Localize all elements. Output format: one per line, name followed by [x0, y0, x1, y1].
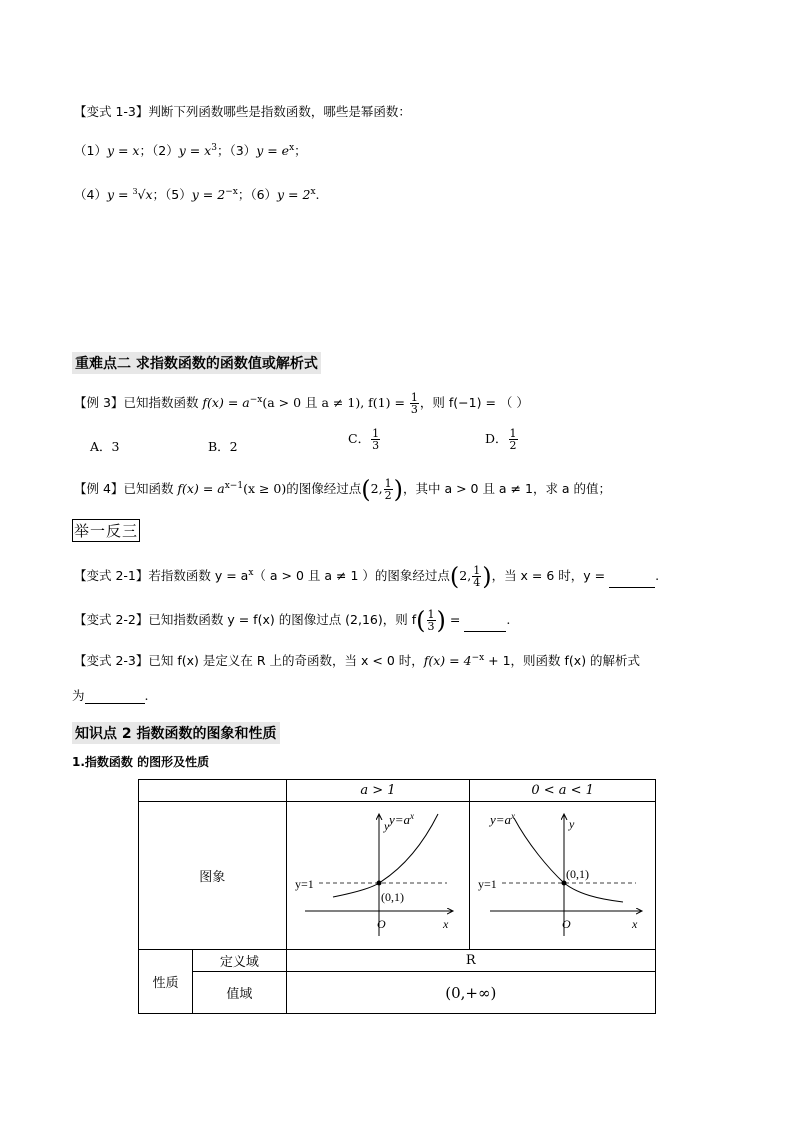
header-a-lt-1: [470, 780, 656, 802]
graph-a-lt-1-cell: [470, 802, 656, 950]
graph-a-gt-1-cell: [286, 802, 470, 950]
variant-2-3-line2: [72, 688, 149, 704]
item-2-exp: 3: [211, 143, 217, 153]
variant-2-1-text: 若指数函数 y = a: [148, 568, 249, 584]
denominator: 4: [473, 576, 481, 590]
table-header-row: [139, 780, 656, 802]
denominator: 3: [410, 403, 418, 417]
range-row: [139, 972, 656, 1014]
line-label: y=1: [477, 876, 497, 891]
point-label: (0,1): [565, 866, 589, 881]
example-4: [74, 475, 612, 504]
option-c-fraction: [371, 428, 380, 451]
graph-row: [139, 802, 656, 950]
example-3: [74, 392, 529, 415]
variant-2-1-cond: （ a > 0 且 a ≠ 1 ）的图象经过点: [253, 568, 450, 584]
numerator: 1: [427, 608, 435, 621]
item-3-index: ；（3）: [216, 143, 257, 159]
variant-2-3: [74, 650, 640, 669]
equals: =: [445, 612, 465, 627]
practice-heading: 举一反三: [72, 519, 140, 542]
graph-a-lt-1: [478, 804, 648, 944]
header-a-gt-1: [286, 780, 470, 802]
example-4-question: ，其中 a > 0 且 a ≠ 1，求 a 的值；: [402, 481, 612, 497]
variant-2-1: [74, 562, 660, 591]
item-3-sep: ；: [294, 143, 307, 159]
variant-2-2-fraction: [427, 609, 436, 632]
range-label: 值域: [193, 972, 286, 1014]
item-6-exp: x: [310, 187, 316, 197]
period: .: [655, 568, 660, 584]
period: .: [144, 688, 149, 703]
variant-2-3-text: 已知 f(x) 是定义在 R 上的奇函数，当 x < 0 时，: [148, 653, 424, 669]
y-axis-label: y: [568, 816, 574, 831]
period: .: [506, 612, 511, 627]
numerator: 1: [372, 427, 380, 440]
domain-value: R: [286, 950, 655, 972]
variant-2-2-label: 【变式 2-2】: [74, 612, 149, 627]
example-3-cond: (a > 0 且 a ≠ 1), f(1) =: [262, 395, 409, 411]
header-empty-cell: [139, 780, 287, 802]
graph-row-label: 图象: [139, 802, 287, 950]
item-4-root: √x: [137, 187, 153, 203]
numerator: 1: [473, 564, 481, 578]
variant-1-3-row1: [74, 140, 307, 159]
item-2-expr: y = x: [178, 143, 212, 159]
item-4-root-index: 3: [132, 187, 138, 196]
origin-label: O: [561, 916, 571, 931]
paren-close: ): [393, 475, 403, 504]
domain-label: 定义域: [193, 950, 286, 972]
properties-table: [138, 779, 656, 1014]
example-4-text: 已知函数: [123, 481, 178, 497]
example-3-exp: −x: [249, 395, 263, 405]
sub-heading: 1.指数函数 的图形及性质: [72, 755, 210, 769]
example-3-text: 已知指数函数: [123, 395, 203, 411]
example-4-exp: x−1: [224, 481, 244, 491]
variant-2-3-func: f(x) = 4: [423, 653, 472, 669]
example-4-text-b: 的图像经过点: [286, 481, 362, 497]
x-axis-label: x: [631, 916, 637, 931]
numerator: 1: [509, 427, 517, 440]
item-4-expr: y =: [106, 187, 133, 203]
answer-blank[interactable]: [609, 575, 655, 588]
denominator: 2: [509, 439, 517, 452]
item-1-index: （1）: [74, 143, 107, 159]
denominator: 3: [372, 439, 380, 452]
example-3-func: f(x) = a: [202, 395, 250, 411]
range-value: (0,+∞): [286, 972, 655, 1014]
example-3-label: 【例 3】: [74, 395, 124, 411]
option-d-letter: D．: [485, 431, 508, 446]
item-5-expr: y = 2: [191, 187, 226, 203]
curve-label: $y=a^x$: [489, 810, 515, 827]
option-c-letter: C．: [348, 431, 371, 446]
variant-2-2: [74, 606, 511, 635]
item-5-exp: −x: [225, 187, 238, 197]
option-d-fraction: [509, 428, 518, 451]
answer-blank[interactable]: [85, 691, 145, 704]
variant-2-2-text: 已知指数函数 y = f(x) 的图像过点 (2,16)，则 f: [148, 612, 417, 627]
y-axis-label: y: [383, 818, 390, 833]
paren-close: ): [436, 606, 446, 635]
example-4-cond: (x ≥ 0): [243, 481, 287, 497]
header-a-lt-1-text: 0 < a < 1: [531, 783, 594, 798]
example-3-question: ，则 f(−1) = （ ）: [419, 395, 529, 411]
item-1-expr: y = x: [106, 143, 140, 159]
paren-close: ): [482, 562, 492, 591]
variant-label: 【变式 1-3】: [74, 104, 149, 119]
variant-2-3-label: 【变式 2-3】: [74, 653, 149, 669]
point-0-1: [561, 880, 566, 885]
paren-open: (: [416, 606, 426, 635]
variant-2-1-fraction: [472, 565, 481, 588]
example-4-func: f(x) = a: [177, 481, 225, 497]
item-4-index: （4）: [74, 187, 107, 203]
props-label: 性质: [139, 950, 193, 1014]
header-a-gt-1-text: a > 1: [360, 783, 396, 798]
option-c[interactable]: [348, 428, 381, 451]
option-b[interactable]: B．2: [208, 439, 238, 454]
curve-label: $y=a^x$: [388, 810, 414, 827]
domain-row: [139, 950, 656, 972]
option-a[interactable]: A．3: [90, 439, 120, 454]
item-3-expr: y = e: [256, 143, 290, 159]
origin-label: O: [376, 916, 386, 931]
variant-2-1-question: ，当 x = 6 时，y =: [491, 568, 610, 584]
item-6-expr: y = 2: [277, 187, 311, 203]
variant-question: 判断下列函数哪些是指数函数，哪些是幂函数：: [148, 104, 411, 119]
section-heading-3: 知识点 2 指数函数的图象和性质: [72, 722, 280, 744]
example-4-point-x: 2,: [370, 481, 383, 497]
variant-1-3-title: [74, 104, 411, 120]
variant-1-3-row2: [74, 184, 320, 203]
example-4-label: 【例 4】: [74, 481, 124, 497]
item-2-index: ；（2）: [139, 143, 179, 159]
item-6-index: ；（6）: [237, 187, 278, 203]
denominator: 2: [384, 489, 392, 503]
variant-2-1-label: 【变式 2-1】: [74, 568, 149, 584]
paren-open: (: [449, 562, 460, 591]
variant-2-3-prefix: 为: [72, 688, 85, 703]
variant-2-1-point-x: 2,: [459, 568, 472, 584]
line-label: y=1: [294, 876, 314, 891]
variant-2-1-exp: x: [248, 568, 254, 578]
numerator: 1: [384, 477, 392, 491]
point-0-1: [376, 880, 381, 885]
variant-2-3-text-b: + 1，则函数 f(x) 的解析式: [484, 653, 641, 669]
graph-a-gt-1: [293, 804, 463, 944]
numerator: 1: [410, 391, 418, 405]
section-heading-2: 重难点二 求指数函数的函数值或解析式: [72, 352, 321, 374]
item-6-end: .: [315, 187, 320, 203]
x-axis-label: x: [442, 916, 449, 931]
answer-blank[interactable]: [464, 619, 506, 632]
example-4-fraction: [384, 478, 393, 501]
point-label: (0,1): [380, 889, 404, 904]
variant-2-3-exp: −x: [471, 653, 485, 663]
item-3-exp: x: [289, 143, 295, 153]
item-5-index: ；（5）: [152, 187, 192, 203]
denominator: 3: [427, 620, 435, 633]
option-d[interactable]: [485, 428, 519, 451]
paren-open: (: [361, 475, 371, 504]
example-3-fraction: [410, 392, 419, 415]
